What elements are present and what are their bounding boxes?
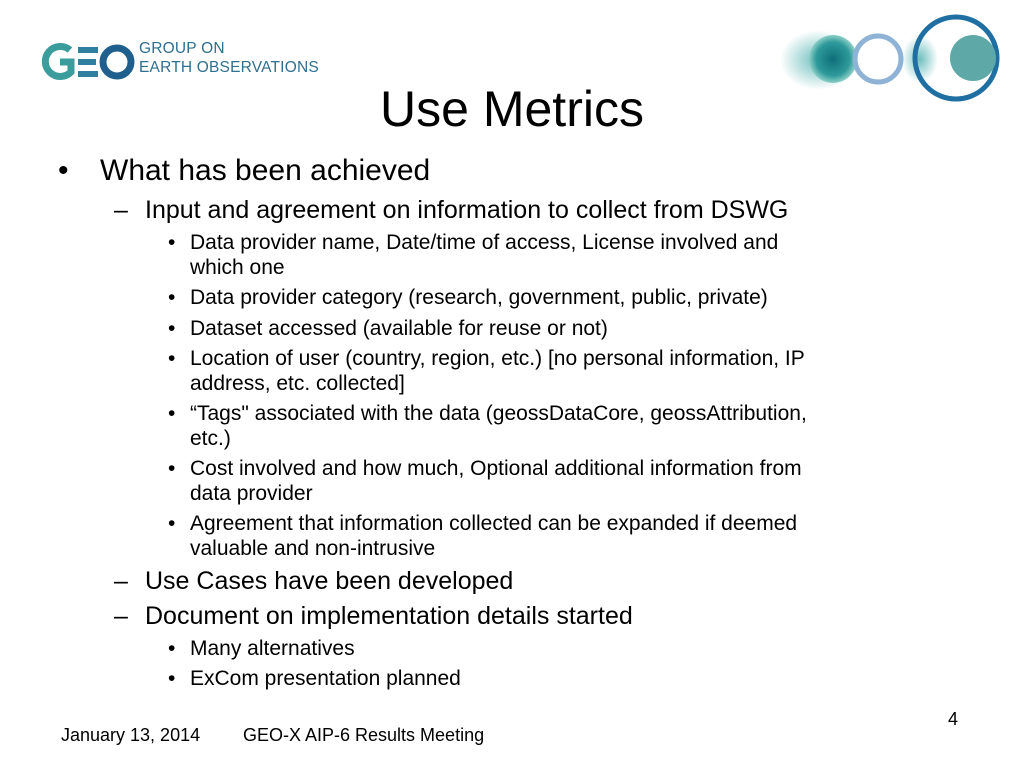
footer-meeting-name: GEO-X AIP-6 Results Meeting	[243, 725, 485, 745]
detail-text: valuable and non-intrusive	[190, 537, 436, 560]
detail-text: Cost involved and how much, Optional additional information from	[190, 457, 802, 480]
detail-text: Agreement that information collected can be expanded if deemed	[190, 512, 798, 535]
bullet-marker: •	[168, 231, 176, 254]
page-number: 4	[948, 709, 959, 729]
dash-marker: –	[114, 602, 128, 630]
bullet-marker: •	[168, 402, 176, 425]
sub-bullet-text: Document on implementation details started	[145, 602, 633, 630]
dash-marker: –	[114, 567, 128, 595]
detail-text: Location of user (country, region, etc.) [no personal information, IP	[190, 347, 805, 370]
dash-marker: –	[114, 196, 128, 224]
bullet-marker: •	[168, 637, 176, 660]
bullet-marker: •	[168, 286, 176, 309]
detail-text: Data provider category (research, government, public, private)	[190, 286, 768, 309]
detail-text: Dataset accessed (available for reuse or not)	[190, 317, 608, 340]
detail-text: etc.)	[190, 427, 231, 450]
footer-date: January 13, 2014	[61, 725, 201, 745]
sub-bullet-text: Input and agreement on information to collect from DSWG	[145, 196, 789, 224]
detail-text: data provider	[190, 482, 313, 505]
detail-text: ExCom presentation planned	[190, 667, 461, 690]
logo-text-line2: EARTH OBSERVATIONS	[139, 59, 319, 76]
logo-text-line1: GROUP ON	[139, 40, 225, 57]
detail-text: address, etc. collected]	[190, 372, 405, 395]
sub-bullet-text: Use Cases have been developed	[145, 567, 514, 595]
bullet-marker: •	[168, 347, 176, 370]
bullet-marker: •	[58, 154, 69, 187]
bullet-marker: •	[168, 512, 176, 535]
detail-text: “Tags" associated with the data (geossDataCore, geossAttribution,	[190, 402, 807, 425]
detail-text: Many alternatives	[190, 637, 355, 660]
bullet-text: What has been achieved	[100, 154, 431, 187]
bullet-marker: •	[168, 667, 176, 690]
bullet-marker: •	[168, 317, 176, 340]
detail-text: which one	[190, 256, 285, 279]
bullet-marker: •	[168, 457, 176, 480]
slide-title: Use Metrics	[380, 81, 644, 137]
detail-text: Data provider name, Date/time of access, License involved and	[190, 231, 779, 254]
